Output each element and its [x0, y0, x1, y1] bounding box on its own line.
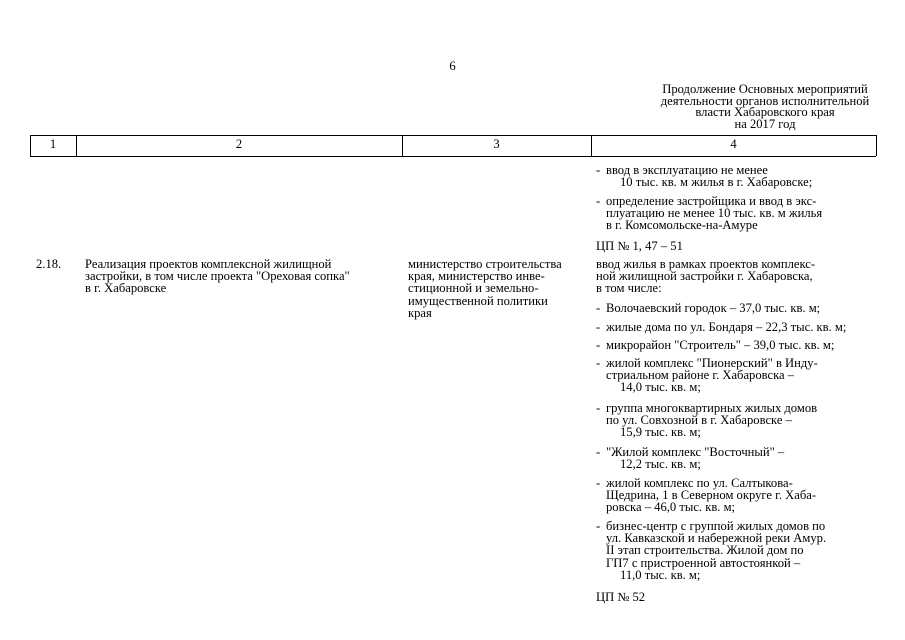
responsible-line: министерство строительства [408, 257, 562, 271]
bullet-dash: - [596, 320, 601, 334]
list-item-line: 14,0 тыс. кв. м; [620, 380, 701, 395]
list-item-line: бизнес-центр с группой жилых домов по [606, 519, 826, 533]
event-line: в г. Хабаровске [85, 281, 167, 296]
list-item-line: жилой комплекс по ул. Салтыкова- [606, 476, 793, 490]
list-item [596, 357, 891, 394]
bullet-dash: - [596, 476, 601, 490]
column-divider [876, 135, 877, 156]
continuation-note [632, 84, 898, 130]
header-cell-2: 2 [235, 137, 243, 151]
program-reference: ЦП № 1, 47 – 51 [596, 239, 683, 253]
list-item-line: определение застройщика и ввод в экс- [606, 194, 817, 208]
row-number: 2.18. [36, 257, 62, 271]
list-item-line: жилые дома по ул. Бондаря – 22,3 тыс. кв. м; [606, 320, 847, 334]
list-item [596, 195, 891, 232]
header-cell-3: 3 [493, 137, 500, 151]
list-item-line: жилой комплекс "Пионерский" в Инду- [606, 356, 818, 370]
list-item-line: 12,2 тыс. кв. м; [620, 457, 701, 472]
responsible-line: края, министерство инве- [408, 269, 545, 284]
event-name [85, 258, 390, 295]
list-item [596, 477, 891, 514]
list-item-line: в г. Комсомольске-на-Амуре [606, 218, 758, 233]
event-line: Реализация проектов комплексной жилищной [85, 257, 332, 271]
bullet-dash: - [596, 445, 601, 459]
bullet-dash: - [596, 338, 601, 352]
list-item [596, 302, 891, 314]
bullet-dash: - [596, 519, 601, 533]
responsible-bodies [408, 258, 588, 319]
page-number: 6 [449, 59, 456, 73]
responsible-line: края [408, 305, 432, 320]
bullet-dash: - [596, 301, 601, 315]
list-item [596, 164, 891, 188]
header-cell-4: 4 [730, 137, 737, 151]
list-item-line: ровска – 46,0 тыс. кв. м; [606, 500, 736, 515]
result-intro-line: в том числе: [596, 281, 662, 296]
list-item [596, 520, 891, 581]
bullet-dash: - [596, 194, 601, 208]
list-item [596, 446, 891, 470]
list-item-line: II этап строительства. Жилой дом по [606, 543, 804, 558]
table-header-bottom-border [30, 156, 876, 157]
list-item-line: группа многоквартирных жилых домов [606, 401, 818, 415]
list-item-line: "Жилой комплекс "Восточный" – [606, 445, 785, 459]
list-item-line: по ул. Совхозной в г. Хабаровске – [606, 413, 792, 428]
table-top-border [30, 135, 876, 136]
bullet-dash: - [596, 163, 601, 177]
result-intro [596, 258, 881, 295]
list-item-line: ГП7 с пристроенной автостоянкой – [606, 555, 801, 570]
responsible-line: имущественной политики [408, 293, 548, 308]
result-intro-line: ввод жилья в рамках проектов комплекс- [596, 257, 816, 271]
result-intro-line: ной жилищной застройки г. Хабаровска, [596, 269, 813, 284]
responsible-line: стиционной и земельно- [408, 281, 539, 296]
continuation-line: Продолжение Основных мероприятий [662, 82, 868, 96]
bullet-dash: - [596, 401, 601, 415]
list-item-line: микрорайон "Строитель" – 39,0 тыс. кв. м; [606, 338, 835, 352]
list-item-line: плуатацию не менее 10 тыс. кв. м жилья [606, 206, 823, 221]
list-item-line: стриальном районе г. Хабаровска – [606, 368, 795, 383]
list-item-line: 15,9 тыс. кв. м; [620, 425, 701, 440]
continuation-line: на 2017 год [734, 116, 796, 131]
list-item-line: 10 тыс. кв. м жилья в г. Хабаровске; [620, 175, 813, 190]
list-item [596, 339, 891, 351]
list-item-line: Волочаевский городок – 37,0 тыс. кв. м; [606, 301, 821, 315]
list-item-line: ввод в эксплуатацию не менее [606, 163, 768, 177]
program-reference: ЦП № 52 [596, 590, 646, 604]
list-item [596, 321, 891, 333]
bullet-dash: - [596, 356, 601, 370]
continuation-line: власти Хабаровского края [695, 105, 835, 120]
list-item-line: 11,0 тыс. кв. м; [620, 567, 701, 582]
continuation-line: деятельности органов исполнительной [660, 93, 870, 108]
list-item-line: ул. Кавказской и набережной реки Амур. [606, 531, 827, 546]
list-item [596, 402, 891, 439]
header-cell-1: 1 [49, 137, 57, 151]
event-line: застройки, в том числе проекта "Ореховая сопка" [85, 269, 350, 284]
list-item-line: Щедрина, 1 в Северном округе г. Хаба- [606, 488, 817, 503]
